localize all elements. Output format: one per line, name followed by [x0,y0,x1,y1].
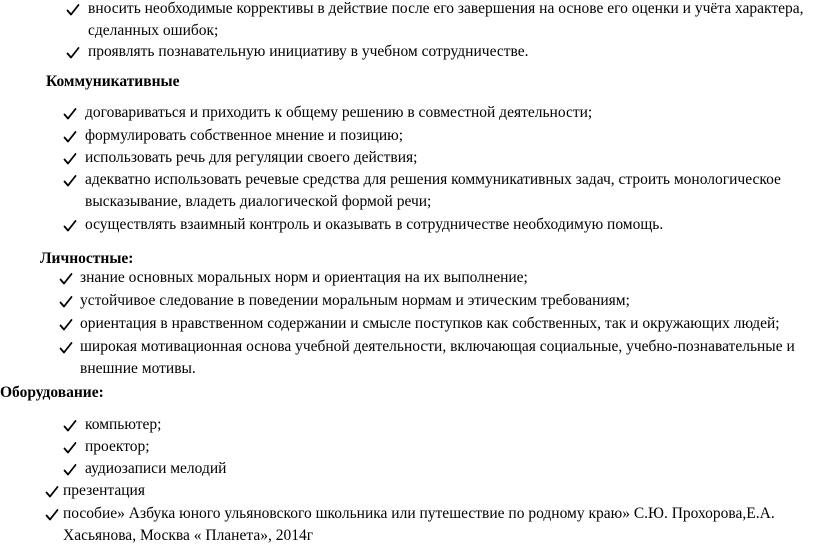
checkmark-icon [63,107,79,123]
checkmark-icon [63,219,79,235]
list-item-text: устойчивое следование в поведении моральным нормам и этическим требованиям; [80,292,630,309]
list-item-text: договариваться и приходить к общему решению в совместной деятельности; [85,104,593,121]
list-item-text: сделанных ошибок; [88,22,219,39]
list-item-text: пособие» Азбука юного ульяновского школьника или путешествие по родному краю» С.Ю. Прохорова,Е.А. [63,505,775,522]
checkmark-icon [63,463,79,479]
list-item-text: компьютер; [85,416,162,433]
checkmark-icon [66,46,82,62]
checkmark-icon [63,441,79,457]
list-item-text: презентация [63,482,145,499]
checkmark-icon [59,295,75,311]
checkmark-icon [45,485,61,501]
list-item-text: проектор; [85,438,150,455]
list-item-text: Хасьянова, Москва « Планета», 2014г [63,527,314,544]
checkmark-icon [63,174,79,190]
checkmark-icon [59,341,75,357]
list-item-text: адекватно использовать речевые средства для решения коммуникативных задач, строить монологическое [85,171,781,188]
checkmark-icon [66,3,82,19]
list-item-text: ориентация в нравственном содержании и смысле поступков как собственных, так и окружающих людей; [80,315,780,332]
checkmark-icon [59,318,75,334]
list-item-text: проявлять познавательную инициативу в учебном сотрудничестве. [88,43,529,60]
section-heading-communicative: Коммуникативные [46,73,180,90]
list-item-text: внешние мотивы. [80,360,196,377]
checkmark-icon [63,130,79,146]
checkmark-icon [63,152,79,168]
list-item-text: осуществлять взаимный контроль и оказывать в сотрудничестве необходимую помощь. [85,216,664,233]
list-item-text: знание основных моральных норм и ориентация на их выполнение; [80,269,528,286]
list-item-text: аудиозаписи мелодий [85,460,227,477]
checkmark-icon [59,272,75,288]
section-heading-equipment: Оборудование: [0,384,104,401]
checkmark-icon [63,419,79,435]
list-item-text: использовать речь для регуляции своего действия; [85,149,418,166]
list-item-text: формулировать собственное мнение и позицию; [85,127,404,144]
list-item-text: вносить необходимые коррективы в действие после его завершения на основе его оценки и учёта характера, [88,0,804,17]
list-item-text: высказывание, владеть диалогической формой речи; [85,193,432,210]
section-heading-personal: Личностные: [40,250,134,267]
list-item-text: широкая мотивационная основа учебной деятельности, включающая социальные, учебно-познавательные и [80,338,795,355]
checkmark-icon [45,508,61,524]
